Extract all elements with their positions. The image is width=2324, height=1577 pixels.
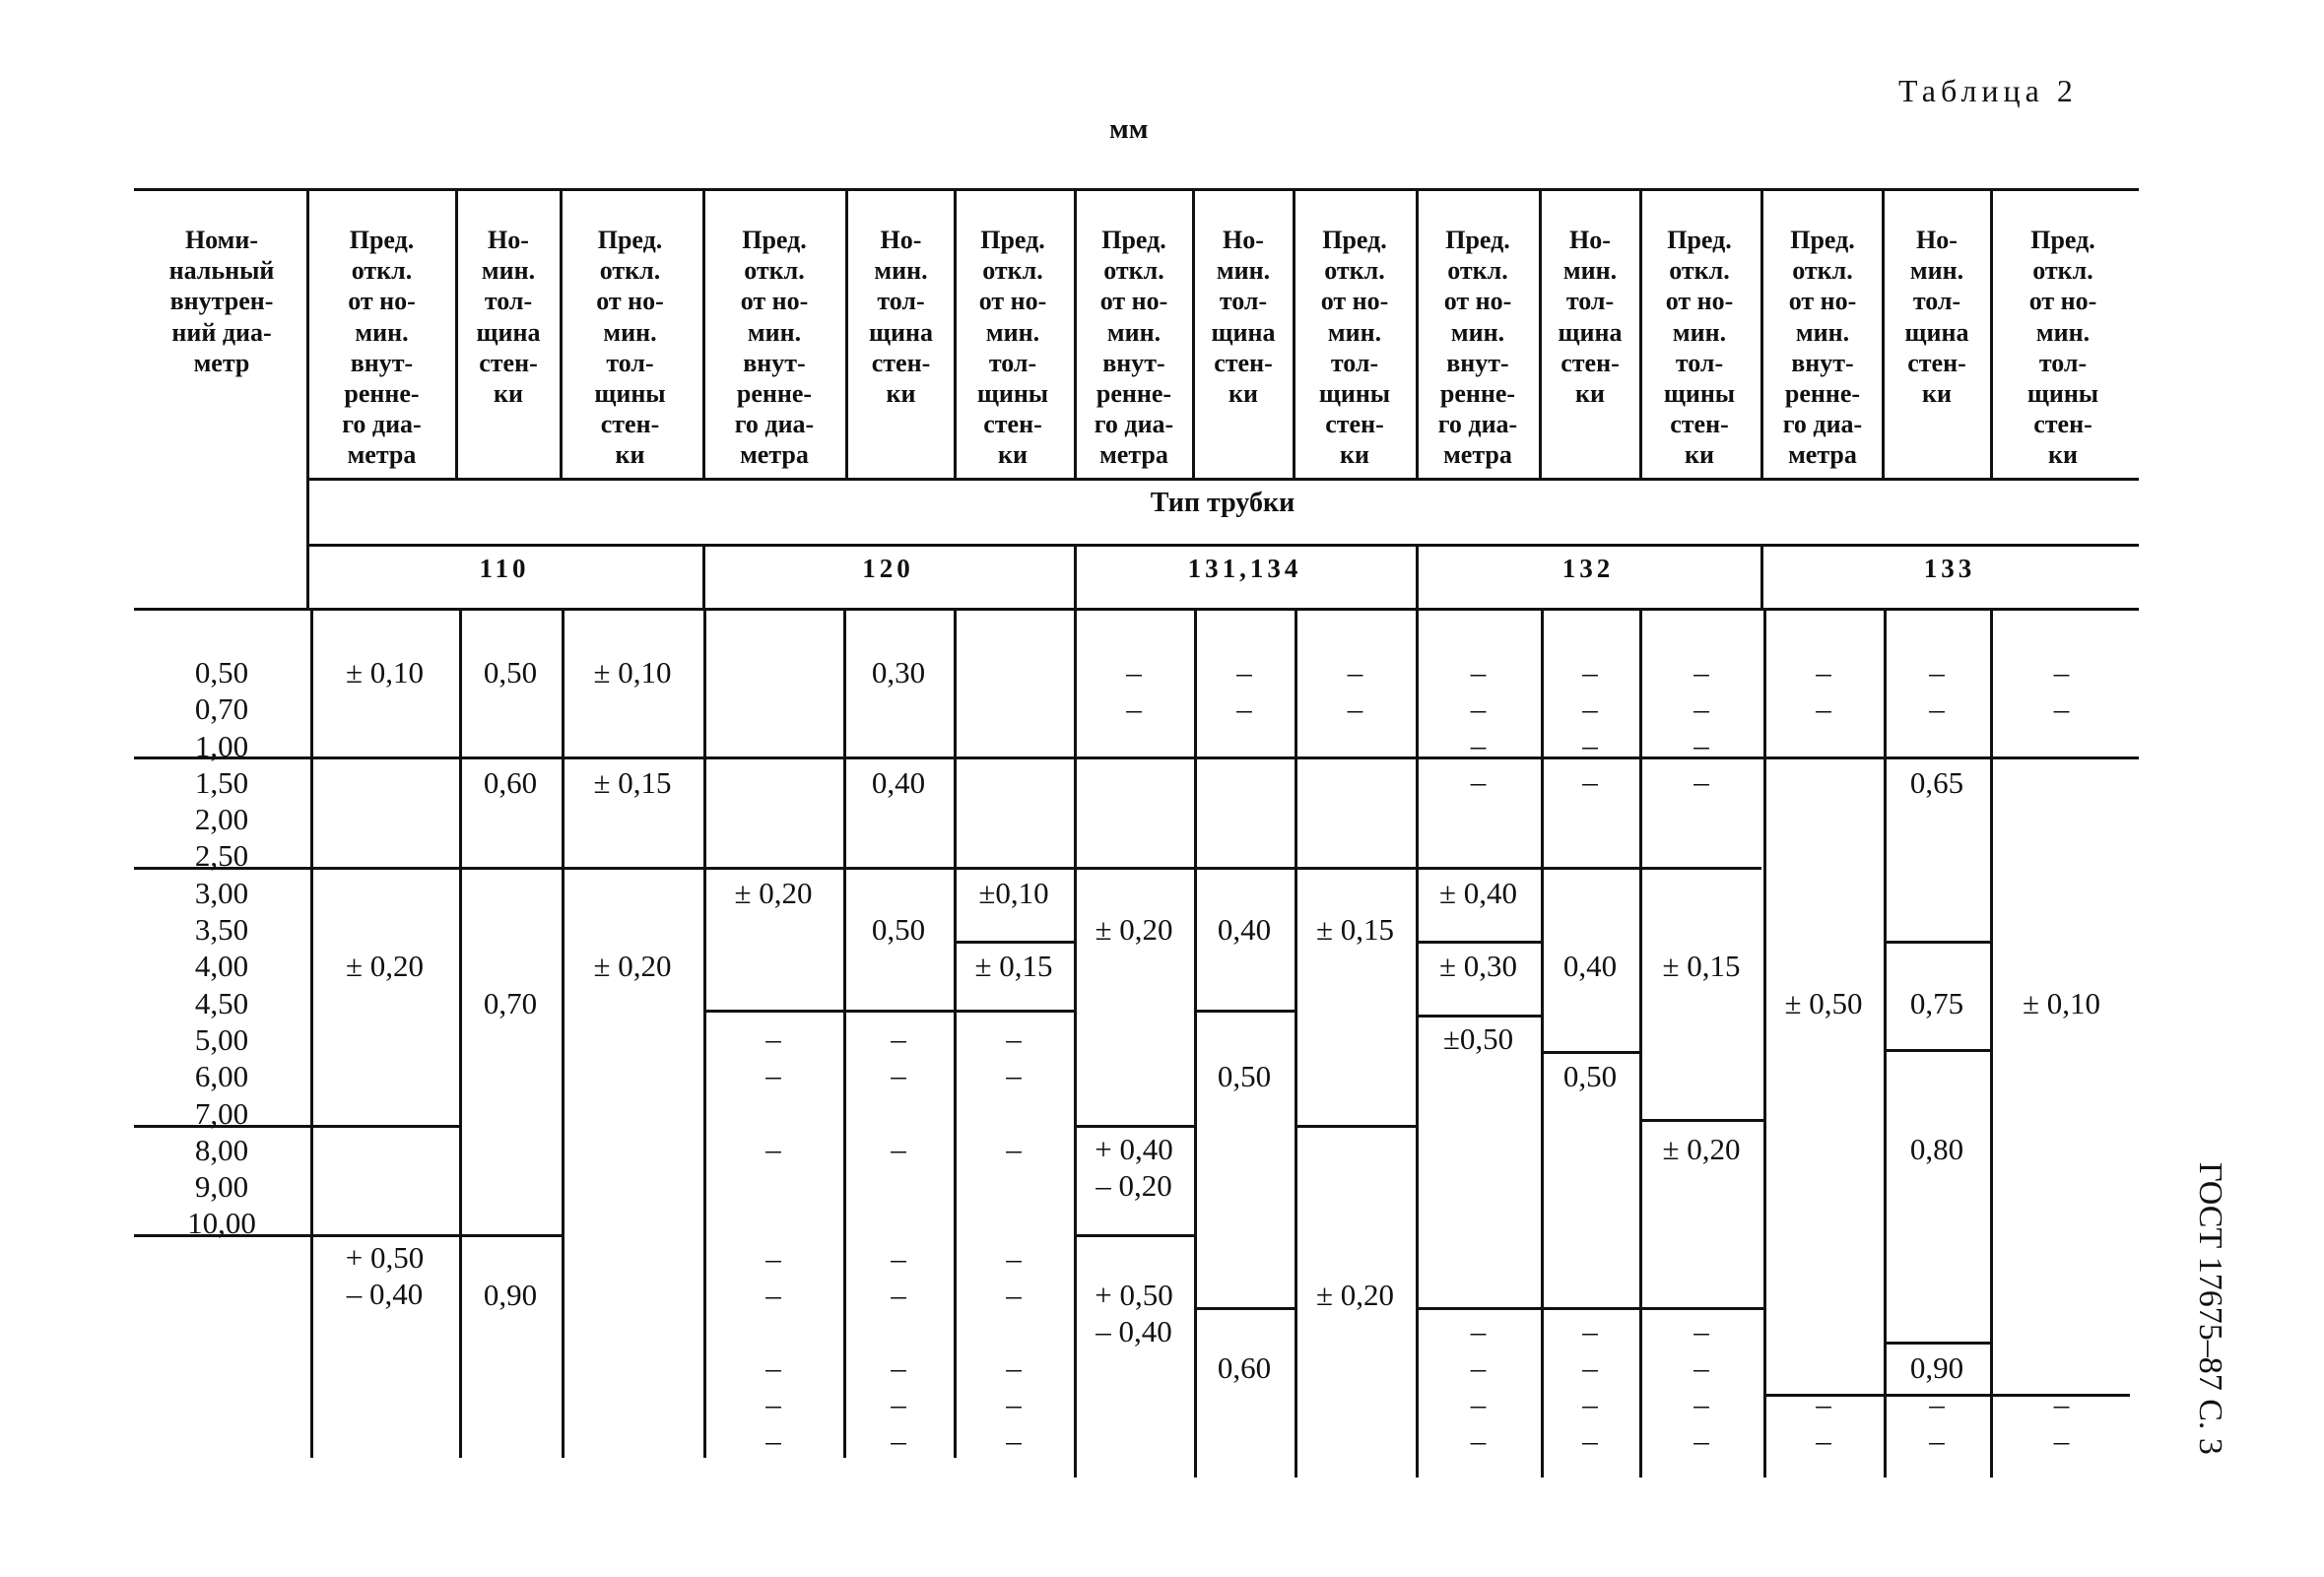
col-divider [306,188,309,611]
cell-110-thickness-a: 0,50 [483,655,538,690]
cell-rule [459,1234,562,1237]
col-divider [1763,611,1766,1478]
col-divider [1990,188,1993,478]
group-131-134: 131,134 [1187,554,1302,583]
header-133-dev-thickness: Пред. откл. от но- мин. тол- щины стен- ки [2026,226,2099,470]
cell-rule [1194,1010,1295,1013]
col-divider [702,188,705,478]
cell-132-thickness-a: 0,40 [1562,949,1618,983]
col-divider [562,611,564,1458]
cell-rule [1416,1015,1541,1018]
cell-131-thickness-c: 0,60 [1217,1350,1272,1385]
header-133-dev-diameter: Пред. откл. от но- мин. внут- ренне- го диа- метра [1782,226,1863,470]
tube-type-label: Тип трубки [1150,488,1295,518]
cell-110-thickness-c: 0,70 [483,986,538,1020]
header-110-dev-diameter: Пред. откл. от но- мин. внут- ренне- го диа- метра [342,226,422,470]
cell-110-dev-thickness-c: ± 0,20 [593,949,672,983]
group-120: 120 [862,554,914,583]
cell-131-dev-thickness-b: ± 0,20 [1315,1278,1394,1312]
cell-120-thickness-dash: – [891,1132,906,1166]
cell-132-dev-diameter-a: ± 0,40 [1438,876,1517,910]
group-132: 132 [1561,554,1615,583]
col-divider [1884,611,1887,1478]
cell-132-dev-thickness-dash: – – – – [1693,655,1709,799]
cell-120-thickness-dash: – – [891,1021,906,1092]
cell-120-thickness-a: 0,30 [871,655,926,690]
cell-132-thickness-dash: – – – – [1582,655,1598,799]
cell-133-thickness-dash: – – [1929,1387,1945,1458]
header-rule [306,544,2139,547]
cell-133-dev-diameter-dash: – – [1816,655,1831,726]
header-120-dev-thickness: Пред. откл. от но- мин. тол- щины стен- ки [976,226,1049,470]
cell-131-dev-diameter-dash: – – [1126,655,1142,726]
cell-rule [1884,941,1990,944]
cell-120-dev-diameter-dash: – – – [765,1350,781,1458]
col-divider [1192,188,1195,478]
cell-131-dev-diameter-b: + 0,40 – 0,20 [1095,1132,1173,1203]
col-divider [845,188,848,478]
cell-132-thickness-dash: – – – – [1582,1314,1598,1458]
header-131-thickness: Но- мин. тол- щина стен- ки [1211,226,1276,408]
cell-133-thickness-a: 0,65 [1909,765,1964,800]
col-divider [954,188,957,478]
cell-110-dev-thickness-b: ± 0,15 [593,765,672,800]
cell-133-thickness-d: 0,90 [1909,1350,1964,1385]
cell-132-dev-diameter-c: ±0,50 [1442,1021,1514,1056]
table-label: Таблица 2 [1898,73,2078,108]
cell-132-dev-thickness-b: ± 0,20 [1662,1132,1741,1166]
cell-rule [1416,1307,1763,1310]
cell-131-thickness-b: 0,50 [1217,1059,1272,1093]
cell-rule [1074,1234,1196,1237]
col-divider [455,188,458,478]
col-divider [1760,544,1763,611]
cell-rule [954,941,1074,944]
cell-110-dev-thickness-a: ± 0,10 [593,655,672,690]
cell-131-thickness-dash: – – [1236,655,1252,726]
cell-110-thickness-d: 0,90 [483,1278,538,1312]
cell-120-dev-thickness-b: ± 0,15 [974,949,1053,983]
cell-rule [1194,1307,1295,1310]
cell-rule [1884,1342,1990,1345]
header-132-dev-thickness: Пред. откл. от но- мин. тол- щины стен- ки [1663,226,1736,470]
col-divider [1882,188,1885,478]
cell-132-dev-diameter-b: ± 0,30 [1438,949,1517,983]
header-120-thickness: Но- мин. тол- щина стен- ки [869,226,933,408]
group-133: 133 [1923,554,1976,583]
header-rule [306,478,2139,481]
cell-120-dev-diameter-a: ± 0,20 [734,876,813,910]
cell-120-dev-thickness-dash: – – [1006,1021,1022,1092]
cell-rule [1416,941,1541,944]
col-divider [1539,188,1542,478]
cell-120-thickness-b: 0,40 [871,765,926,800]
cell-120-dev-thickness-dash: – – – [1006,1350,1022,1458]
col-divider [1416,188,1419,478]
cell-133-thickness-c: 0,80 [1909,1132,1964,1166]
cell-110-thickness-b: 0,60 [483,765,538,800]
side-label: ГОСТ 17675–87 С. 3 [2192,1162,2228,1455]
group-110: 110 [479,554,530,583]
cell-131-thickness-a: 0,40 [1217,912,1272,947]
cell-rule [703,1010,954,1013]
cell-133-thickness-b: 0,75 [1909,986,1964,1020]
cell-132-thickness-b: 0,50 [1562,1059,1618,1093]
col-divider [702,544,705,611]
col-divider [310,611,313,1458]
table-top-rule [134,188,2139,191]
cell-120-dev-thickness-dash: – [1006,1132,1022,1166]
cell-rule [1884,1049,1990,1052]
header-133-thickness: Но- мин. тол- щина стен- ки [1904,226,1969,408]
col-divider [1990,611,1993,1478]
cell-rule [1541,1051,1639,1054]
header-132-dev-diameter: Пред. откл. от но- мин. внут- ренне- го диа- метра [1437,226,1518,470]
cell-132-dev-thickness-dash: – – – – [1693,1314,1709,1458]
header-132-thickness: Но- мин. тол- щина стен- ки [1558,226,1623,408]
cell-110-dev-diameter-c: + 0,50 – 0,40 [345,1240,425,1311]
cell-120-dev-diameter-dash: – [765,1132,781,1166]
cell-110-dev-diameter-b: ± 0,20 [345,949,424,983]
cell-131-dev-thickness-a: ± 0,15 [1315,912,1394,947]
cell-120-dev-diameter-dash: – – [765,1021,781,1092]
cell-133-dev-thickness-dash: – – [2053,1387,2070,1458]
units-label: мм [1109,113,1149,145]
cell-120-dev-thickness-dash: – – [1006,1241,1022,1312]
row-group-rule [134,867,1761,870]
cell-131-dev-diameter-c: + 0,50 – 0,40 [1095,1278,1173,1348]
cell-133-thickness-dash: – – [1929,655,1945,726]
cell-120-thickness-c: 0,50 [871,912,926,947]
cell-132-dev-diameter-dash: – – – – [1470,655,1487,799]
cell-rule [954,1010,1074,1013]
header-nominal-diameter: Номи- нальный внутрен- ний диа- метр [168,226,275,377]
col-divider [1194,611,1197,1478]
cell-132-dev-diameter-dash: – – – – [1470,1314,1487,1458]
cell-rule [1295,1125,1416,1128]
cell-120-thickness-dash: – – [891,1241,906,1312]
cell-133-dev-thickness-a: ± 0,10 [2022,986,2100,1020]
col-divider [459,611,462,1458]
header-bottom-rule [134,608,2139,611]
cell-rule [1074,1125,1196,1128]
col-divider [1074,188,1077,478]
cell-132-dev-thickness-a: ± 0,15 [1662,949,1741,983]
col-divider [560,188,563,478]
cell-133-dev-diameter-dash: – – [1816,1387,1831,1458]
col-divider [1639,188,1642,478]
cell-120-dev-thickness-a: ±0,10 [978,876,1049,910]
cell-rule [1639,1119,1763,1122]
cell-131-dev-thickness-dash: – – [1347,655,1363,726]
header-131-dev-diameter: Пред. откл. от но- мин. внут- ренне- го диа- метра [1094,226,1174,470]
row-group-rule [134,756,2139,759]
cell-120-thickness-dash: – – – [891,1350,906,1458]
header-110-dev-thickness: Пред. откл. от но- мин. тол- щины стен- ки [594,226,666,470]
col-divider [1760,188,1763,478]
col-divider [1416,544,1419,611]
cell-133-dev-diameter-a: ± 0,50 [1784,986,1863,1020]
col-divider [1295,611,1297,1478]
header-131-dev-thickness: Пред. откл. от но- мин. тол- щины стен- ки [1318,226,1391,470]
diameter-values: 0,50 0,70 1,00 1,50 2,00 2,50 3,00 3,50 4,00 4,50 5,00 6,00 7,00 8,00 9,00 10,00 [187,655,256,1241]
cell-110-dev-diameter-a: ± 0,10 [345,655,424,690]
cell-131-dev-diameter-a: ± 0,20 [1095,912,1173,947]
header-120-dev-diameter: Пред. откл. от но- мин. внут- ренне- го диа- метра [734,226,815,470]
cell-133-dev-thickness-dash: – – [2053,655,2070,726]
col-divider [1074,544,1077,611]
cell-120-dev-diameter-dash: – – [765,1241,781,1312]
header-110-thickness: Но- мин. тол- щина стен- ки [476,226,541,408]
col-divider [1293,188,1295,478]
